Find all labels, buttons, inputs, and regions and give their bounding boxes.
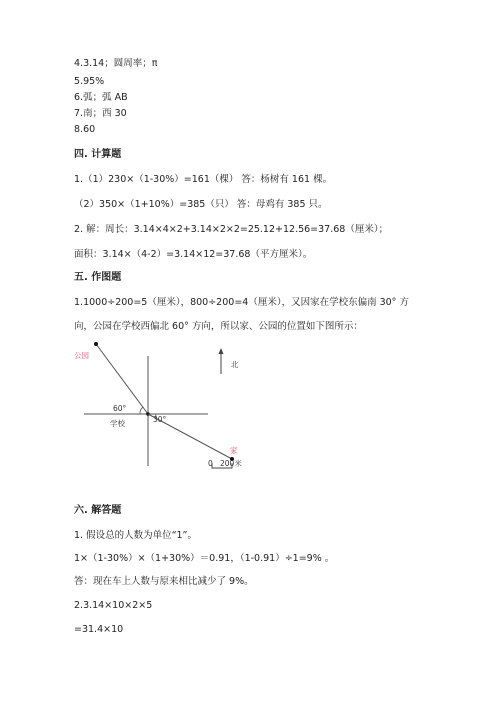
answer-7: 7.南；西 30	[74, 108, 127, 119]
north-arrow-head	[219, 348, 224, 354]
section-6-line-1: 1. 假设总的人数为单位“1”。	[74, 530, 197, 541]
angle-60-label: 60°	[113, 404, 127, 413]
section-4-line-3: 2. 解：周长：3.14×4×2+3.14×2×2=25.12+12.56=37.68（厘米）；	[74, 224, 389, 235]
scale-unit-label: 200米	[220, 459, 242, 468]
section-6-line-2: 1×（1-30%）×（1+30%）＝0.91，（1-0.91）÷1=9% 。	[74, 553, 335, 564]
section-4-line-2: （2）350×（1+10%）=385（只） 答：母鸡有 385 只。	[74, 199, 328, 210]
section-5-line-1: 1.1000÷200=5（厘米），800÷200=4（厘米），又因家在学校东偏南 30° 方	[74, 297, 409, 308]
scale-zero-label: 0	[208, 459, 213, 468]
section-6-line-3: 答：现在车上人数与原来相比减少了 9%。	[74, 576, 254, 587]
answer-4: 4.3.14；圆周率；π	[74, 58, 158, 69]
section-5-line-2: 向，公园在学校西偏北 60° 方向，所以家、公园的位置如下图所示：	[74, 321, 363, 332]
home-label: 家	[230, 446, 238, 455]
school-label: 学校	[110, 419, 125, 428]
park-point	[94, 342, 98, 346]
north-label: 北	[231, 360, 239, 369]
section-4-title: 四. 计算题	[74, 149, 122, 160]
location-diagram	[74, 338, 254, 478]
answer-5: 5.95%	[74, 76, 105, 87]
answer-6: 6.弧；弧 AB	[74, 92, 128, 103]
section-4-line-4: 面积：3.14×（4-2）=3.14×12=37.68（平方厘米）。	[74, 249, 313, 260]
section-6-line-4: 2.3.14×10×2×5	[74, 600, 153, 611]
section-4-line-1: 1.（1）230×（1-30%）=161（棵） 答：杨树有 161 棵。	[74, 174, 333, 185]
section-6-title: 六. 解答题	[74, 505, 122, 516]
angle-30-label: 30°	[153, 415, 167, 424]
answer-8: 8.60	[74, 124, 96, 135]
section-6-line-5: =31.4×10	[74, 624, 124, 635]
angle-60-arc	[140, 407, 143, 414]
park-label: 公园	[74, 351, 89, 360]
section-5-title: 五. 作图题	[74, 272, 122, 283]
